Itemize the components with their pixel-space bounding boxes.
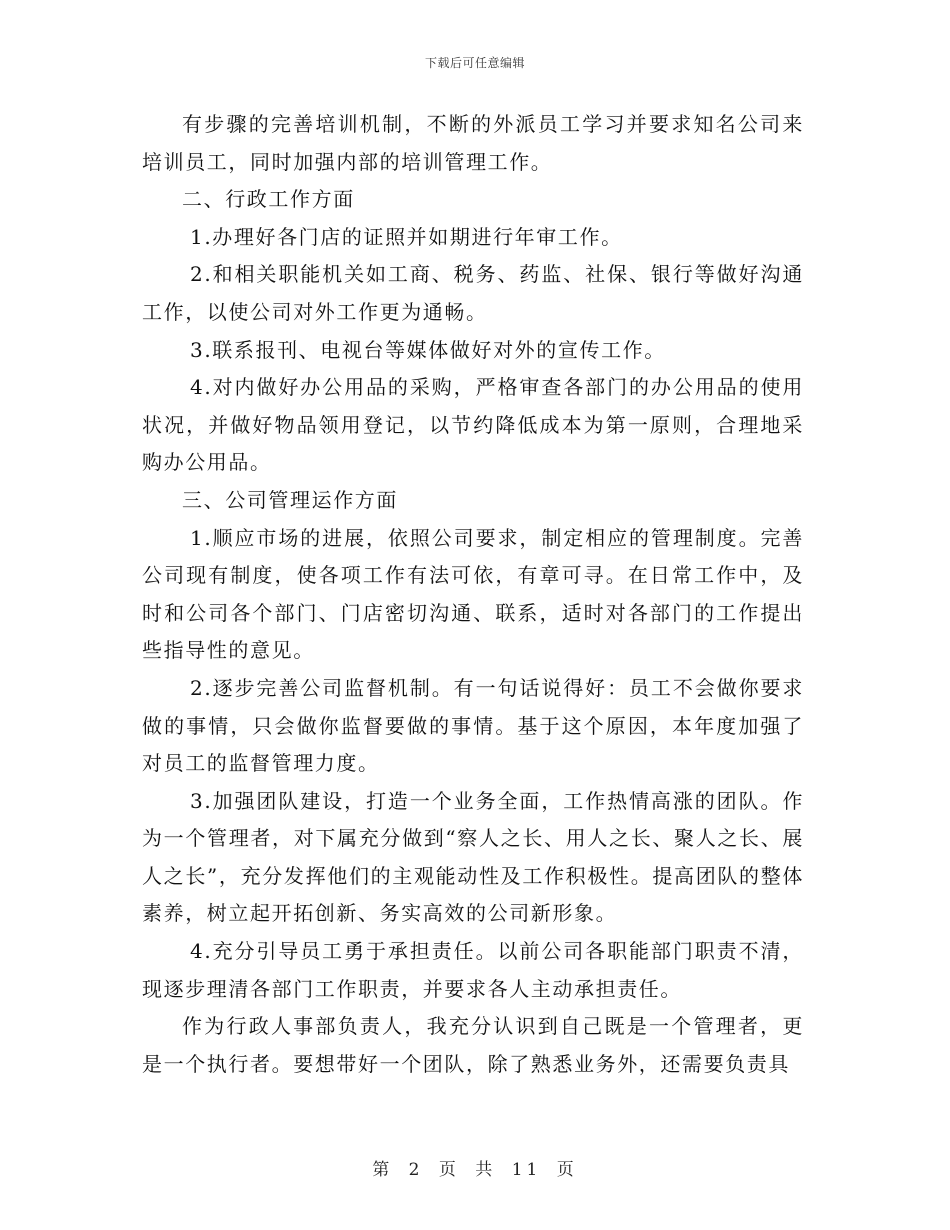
list-item: 1.顺应市场的进展，依照公司要求，制定相应的管理制度。完善公司现有制度，使各项工作有法可依，有章可寻。在日常工作中，及时和公司各个部门、门店密切沟通、联系，适时对各部门的工作提出些指导性的意见。 xyxy=(142,525,804,663)
section-heading: 二、行政工作方面 xyxy=(182,187,355,212)
section-heading: 三、公司管理运作方面 xyxy=(182,487,398,512)
page-footer: 第 2 页 共 11 页 xyxy=(372,1160,578,1180)
list-item: 1.办理好各门店的证照并如期进行年审工作。 xyxy=(190,224,623,249)
paragraph: 有步骤的完善培训机制，不断的外派员工学习并要求知名公司来培训员工，同时加强内部的培训管理工作。 xyxy=(142,112,804,174)
list-item: 2.逐步完善公司监督机制。有一句话说得好：员工不会做你要求做的事情，只会做你监督要做的事情。基于这个原因，本年度加强了对员工的监督管理力度。 xyxy=(142,675,804,776)
page-header: 下载后可任意编辑 xyxy=(424,56,525,70)
list-item: 4.充分引导员工勇于承担责任。以前公司各职能部门职责不清，现逐步理清各部门工作职责，并要求各人主动承担责任。 xyxy=(142,939,804,1001)
paragraph: 作为行政人事部负责人，我充分认识到自己既是一个管理者，更是一个执行者。要想带好一个团队，除了熟悉业务外，还需要负责具 xyxy=(142,1014,804,1076)
document-body xyxy=(142,106,804,1083)
list-item: 3.加强团队建设，打造一个业务全面，工作热情高涨的团队。作为一个管理者，对下属充分做到“察人之长、用人之长、聚人之长、展人之长”，充分发挥他们的主观能动性及工作积极性。提高团队的整体素养，树立起开拓创新、务实高效的公司新形象。 xyxy=(142,788,804,926)
list-item: 2.和相关职能机关如工商、税务、药监、社保、银行等做好沟通工作，以使公司对外工作更为通畅。 xyxy=(142,262,804,324)
list-item: 4.对内做好办公用品的采购，严格审查各部门的办公用品的使用状况，并做好物品领用登记，以节约降低成本为第一原则，合理地采购办公用品。 xyxy=(142,375,804,475)
list-item: 3.联系报刊、电视台等媒体做好对外的宣传工作。 xyxy=(190,337,666,362)
